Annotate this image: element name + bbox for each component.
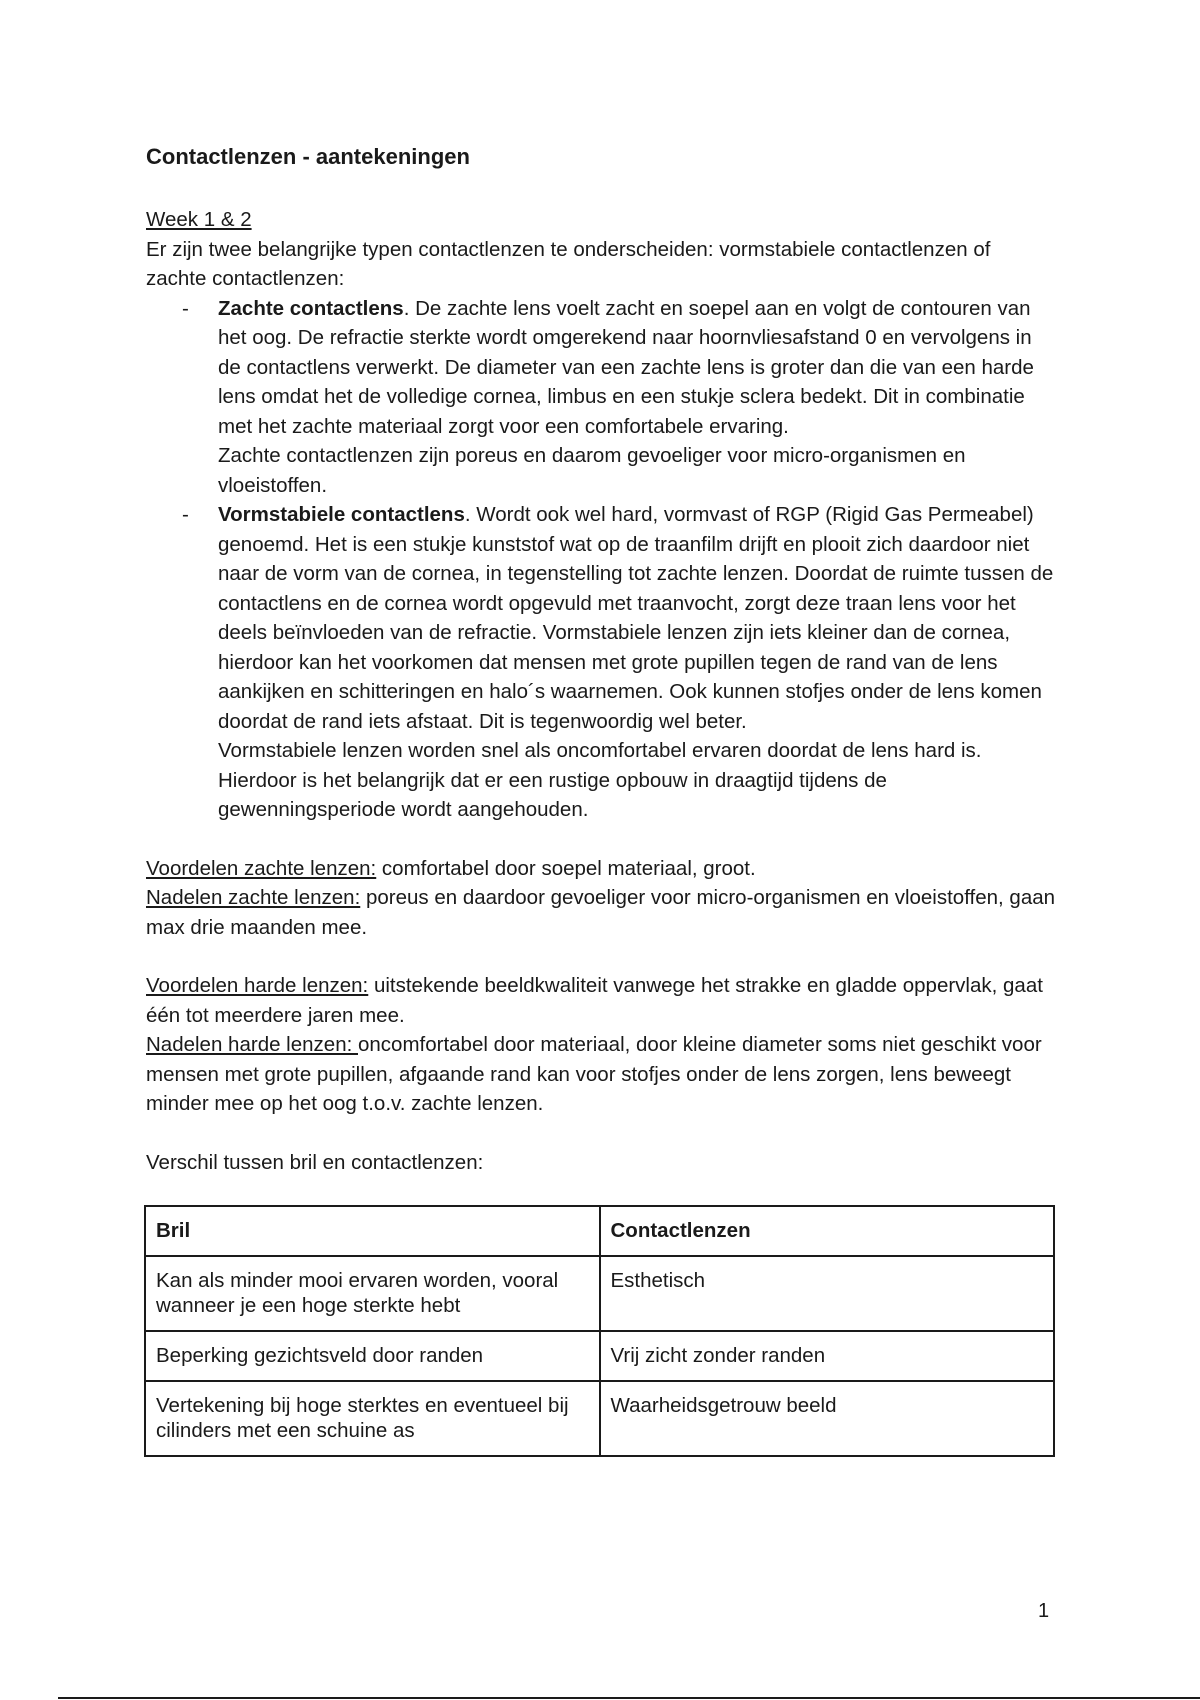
- soft-lens-pros: [146, 854, 1056, 884]
- table-cell: Esthetisch: [600, 1256, 1055, 1331]
- soft-lens-extra: Zachte contactlenzen zijn poreus en daarom gevoeliger voor micro-organismen en vloeistoffen.: [218, 444, 966, 497]
- table-header-row: [145, 1206, 1054, 1256]
- document-page: [146, 142, 1056, 1457]
- soft-cons-label: Nadelen zachte lenzen:: [146, 886, 361, 909]
- hard-lens-cons: [146, 1030, 1056, 1119]
- week-heading: Week 1 & 2: [146, 208, 252, 231]
- table-header-contactlenzen: Contactlenzen: [600, 1206, 1055, 1256]
- hard-lens-pros: [146, 971, 1056, 1030]
- spacer: [146, 825, 1056, 854]
- table-cell: Kan als minder mooi ervaren worden, vooral wanneer je een hoge sterkte hebt: [145, 1256, 600, 1331]
- soft-lens-cons: [146, 883, 1056, 942]
- table-row: [145, 1256, 1054, 1331]
- rigid-lens-description: . Wordt ook wel hard, vormvast of RGP (Rigid Gas Permeabel) genoemd. Het is een stukje kunststof wat op de traanfilm drijft en plooit zich daardoor niet naar de vorm van de cornea, in tegenstelling tot zachte lenzen. Doordat de ruimte tussen de contactlens en de cornea wordt opgevuld met traanvocht, zorgt deze traan lens voor het deels beïnvloeden van de refractie. Vormstabiele lenzen zijn iets kleiner dan de cornea, hierdoor kan het voorkomen dat mensen met grote pupillen tegen de rand van de lens aankijken en schitteringen en halo´s waarnemen. Ook kunnen stofjes onder de lens komen doordat de rand iets afstaat. Dit is tegenwoordig wel beter.: [218, 503, 1054, 733]
- hard-pros-label: Voordelen harde lenzen:: [146, 974, 369, 997]
- intro-paragraph: Er zijn twee belangrijke typen contactlenzen te onderscheiden: vormstabiele contactlenzen of zachte contactlenzen:: [146, 237, 991, 290]
- rigid-lens-extra: Vormstabiele lenzen worden snel als oncomfortabel ervaren doordat de lens hard is. Hierdoor is het belangrijk dat er een rustige opbouw in draagtijd tijdens de gewenningsperiode wordt aangehouden.: [218, 739, 982, 821]
- lens-type-list: [146, 294, 1056, 825]
- soft-pros-text: comfortabel door soepel materiaal, groot.: [376, 856, 756, 880]
- page-number: 1: [1038, 1600, 1050, 1622]
- spacer: [146, 1119, 1056, 1148]
- rigid-lens-term: Vormstabiele contactlens: [218, 503, 465, 526]
- bullet-dash: -: [182, 503, 189, 526]
- list-item-soft-lens: [182, 294, 1056, 501]
- table-row: [145, 1381, 1054, 1456]
- soft-lens-term: Zachte contactlens: [218, 296, 404, 320]
- table-cell: Vertekening bij hoge sterktes en eventueel bij cilinders met een schuine as: [145, 1381, 600, 1456]
- hard-cons-label: Nadelen harde lenzen:: [146, 1033, 358, 1056]
- table-row: [145, 1331, 1054, 1381]
- soft-pros-label: Voordelen zachte lenzen:: [146, 856, 377, 880]
- spacer: [146, 942, 1056, 971]
- page-bottom-divider: [58, 1697, 1200, 1699]
- list-item-rigid-lens: [182, 500, 1056, 825]
- table-header-bril: Bril: [145, 1206, 600, 1256]
- bullet-dash: -: [182, 296, 189, 320]
- comparison-intro: Verschil tussen bril en contactlenzen:: [146, 1150, 484, 1174]
- hard-pros-text: uitstekende beeldkwaliteit vanwege het strakke en gladde oppervlak, gaat één tot meerdere jaren mee.: [146, 974, 1043, 1027]
- table-cell: Beperking gezichtsveld door randen: [145, 1331, 600, 1381]
- table-cell: Waarheidsgetrouw beeld: [600, 1381, 1055, 1456]
- document-title: Contactlenzen - aantekeningen: [146, 144, 470, 169]
- soft-cons-text: poreus en daardoor gevoeliger voor micro-organismen en vloeistoffen, gaan max drie maanden mee.: [146, 886, 1056, 939]
- hard-cons-text: oncomfortabel door materiaal, door kleine diameter soms niet geschikt voor mensen met grote pupillen, afgaande rand kan voor stofjes onder de lens zorgen, lens beweegt minder mee op het oog t.o.v. zachte lenzen.: [146, 1033, 1042, 1115]
- comparison-table: [144, 1205, 1055, 1457]
- table-cell: Vrij zicht zonder randen: [600, 1331, 1055, 1381]
- soft-lens-description: . De zachte lens voelt zacht en soepel aan en volgt de contouren van het oog. De refractie sterkte wordt omgerekend naar hoornvliesafstand 0 en vervolgens in de contactlens verwerkt. De diameter van een zachte lens is groter dan die van een harde lens omdat het de volledige cornea, limbus en een stukje sclera bedekt. Dit in combinatie met het zachte materiaal zorgt voor een comfortabele ervaring.: [218, 296, 1034, 438]
